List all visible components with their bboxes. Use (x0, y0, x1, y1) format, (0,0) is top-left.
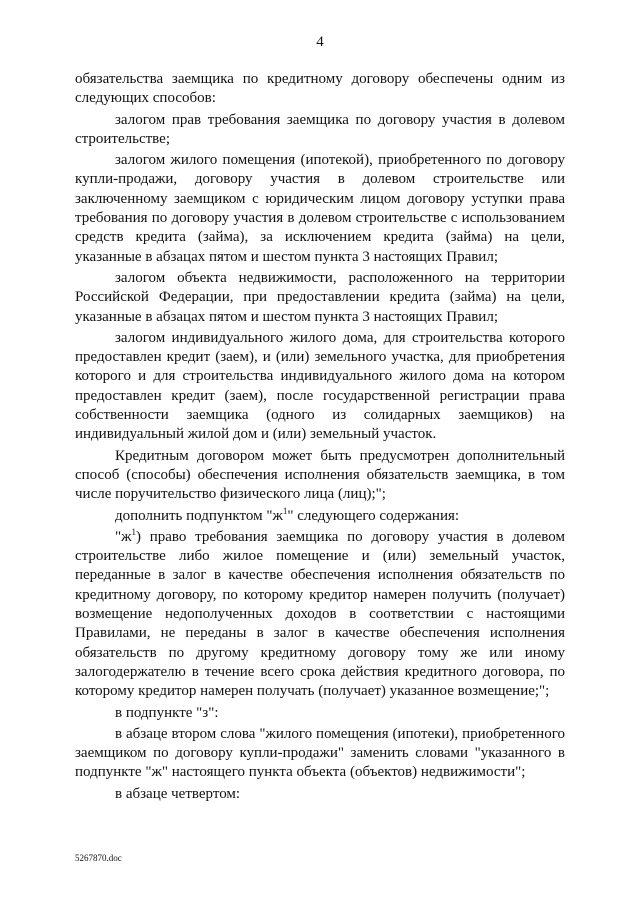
paragraph: в абзаце втором слова "жилого помещения (ипотеки), приобретенного заемщиком по договору купли-продажи" заменить словами "указанного в подпункте "ж" настоящего пункта объекта (объектов) недвижимости"; (75, 725, 565, 781)
paragraph: залогом индивидуального жилого дома, для строительства которого предоставлен кредит (заем), и (или) земельного участка, для приобретения которого и для строительства индивидуального жилого дома на котором предоставлен кредит (заем), после государственной регистрации права собственности заемщика (одного из солидарных заемщиков) на индивидуальный жилой дом и (или) земельный участок. (75, 329, 565, 443)
document-body (75, 70, 565, 806)
paragraph: в подпункте "з": (115, 704, 219, 721)
text-fragment: дополнить подпунктом "ж (115, 507, 283, 524)
paragraph: залогом прав требования заемщика по договору участия в долевом строительстве; (75, 111, 565, 147)
paragraph: залогом жилого помещения (ипотекой), приобретенного по договору купли-продажи, договору участия в долевом строительстве или заключенному заемщиком с юридическим лицом договору уступки права требования по договору участия в долевом строительстве с использованием средств кредита (займа), за исключением кредита (займа) на цели, указанные в абзацах пятом и шестом пункта 3 настоящих Правил; (75, 152, 565, 265)
document-file-code: 5267870.doc (75, 853, 122, 863)
paragraph: обязательства заемщика по кредитному договору обеспечены одним из следующих способов: (75, 71, 565, 107)
superscript: 1 (282, 505, 288, 516)
text-fragment: "ж (115, 528, 132, 545)
paragraph: в абзаце четвертом: (115, 785, 241, 802)
paragraph: Кредитным договором может быть предусмотрен дополнительный способ (способы) обеспечения исполнения обязательств заемщика, в том числе поручительство физического лица (лиц);"; (75, 447, 565, 503)
text-fragment: ) право требования заемщика по договору участия в долевом строительстве либо жилое помещение и (или) земельный участок, переданные в залог в качестве обеспечения исполнения обязательств по кредитному договору, по которому кредитор намерен получить (получает) возмещение недополученных доходов в соответствии с настоящими Правилами, не переданы в залог в качестве обеспечения исполнения обязательств по другому кредитному договору тому же или иному залогодержателю в течение всего срока действия кредитного договора, по которому кредитор намерен получать (получает) указанное возмещение;"; (75, 528, 565, 700)
paragraph: залогом объекта недвижимости, расположенного на территории Российской Федерации, при предоставлении кредита (займа) на цели, указанные в абзацах пятом и шестом пункта 3 настоящих Правил; (75, 269, 565, 325)
text-fragment: " следующего содержания: (287, 507, 460, 524)
paragraph-subclause-text (75, 528, 565, 702)
paragraph-add-subclause (75, 507, 565, 526)
superscript: 1 (131, 526, 136, 537)
page-number: 4 (316, 34, 324, 50)
